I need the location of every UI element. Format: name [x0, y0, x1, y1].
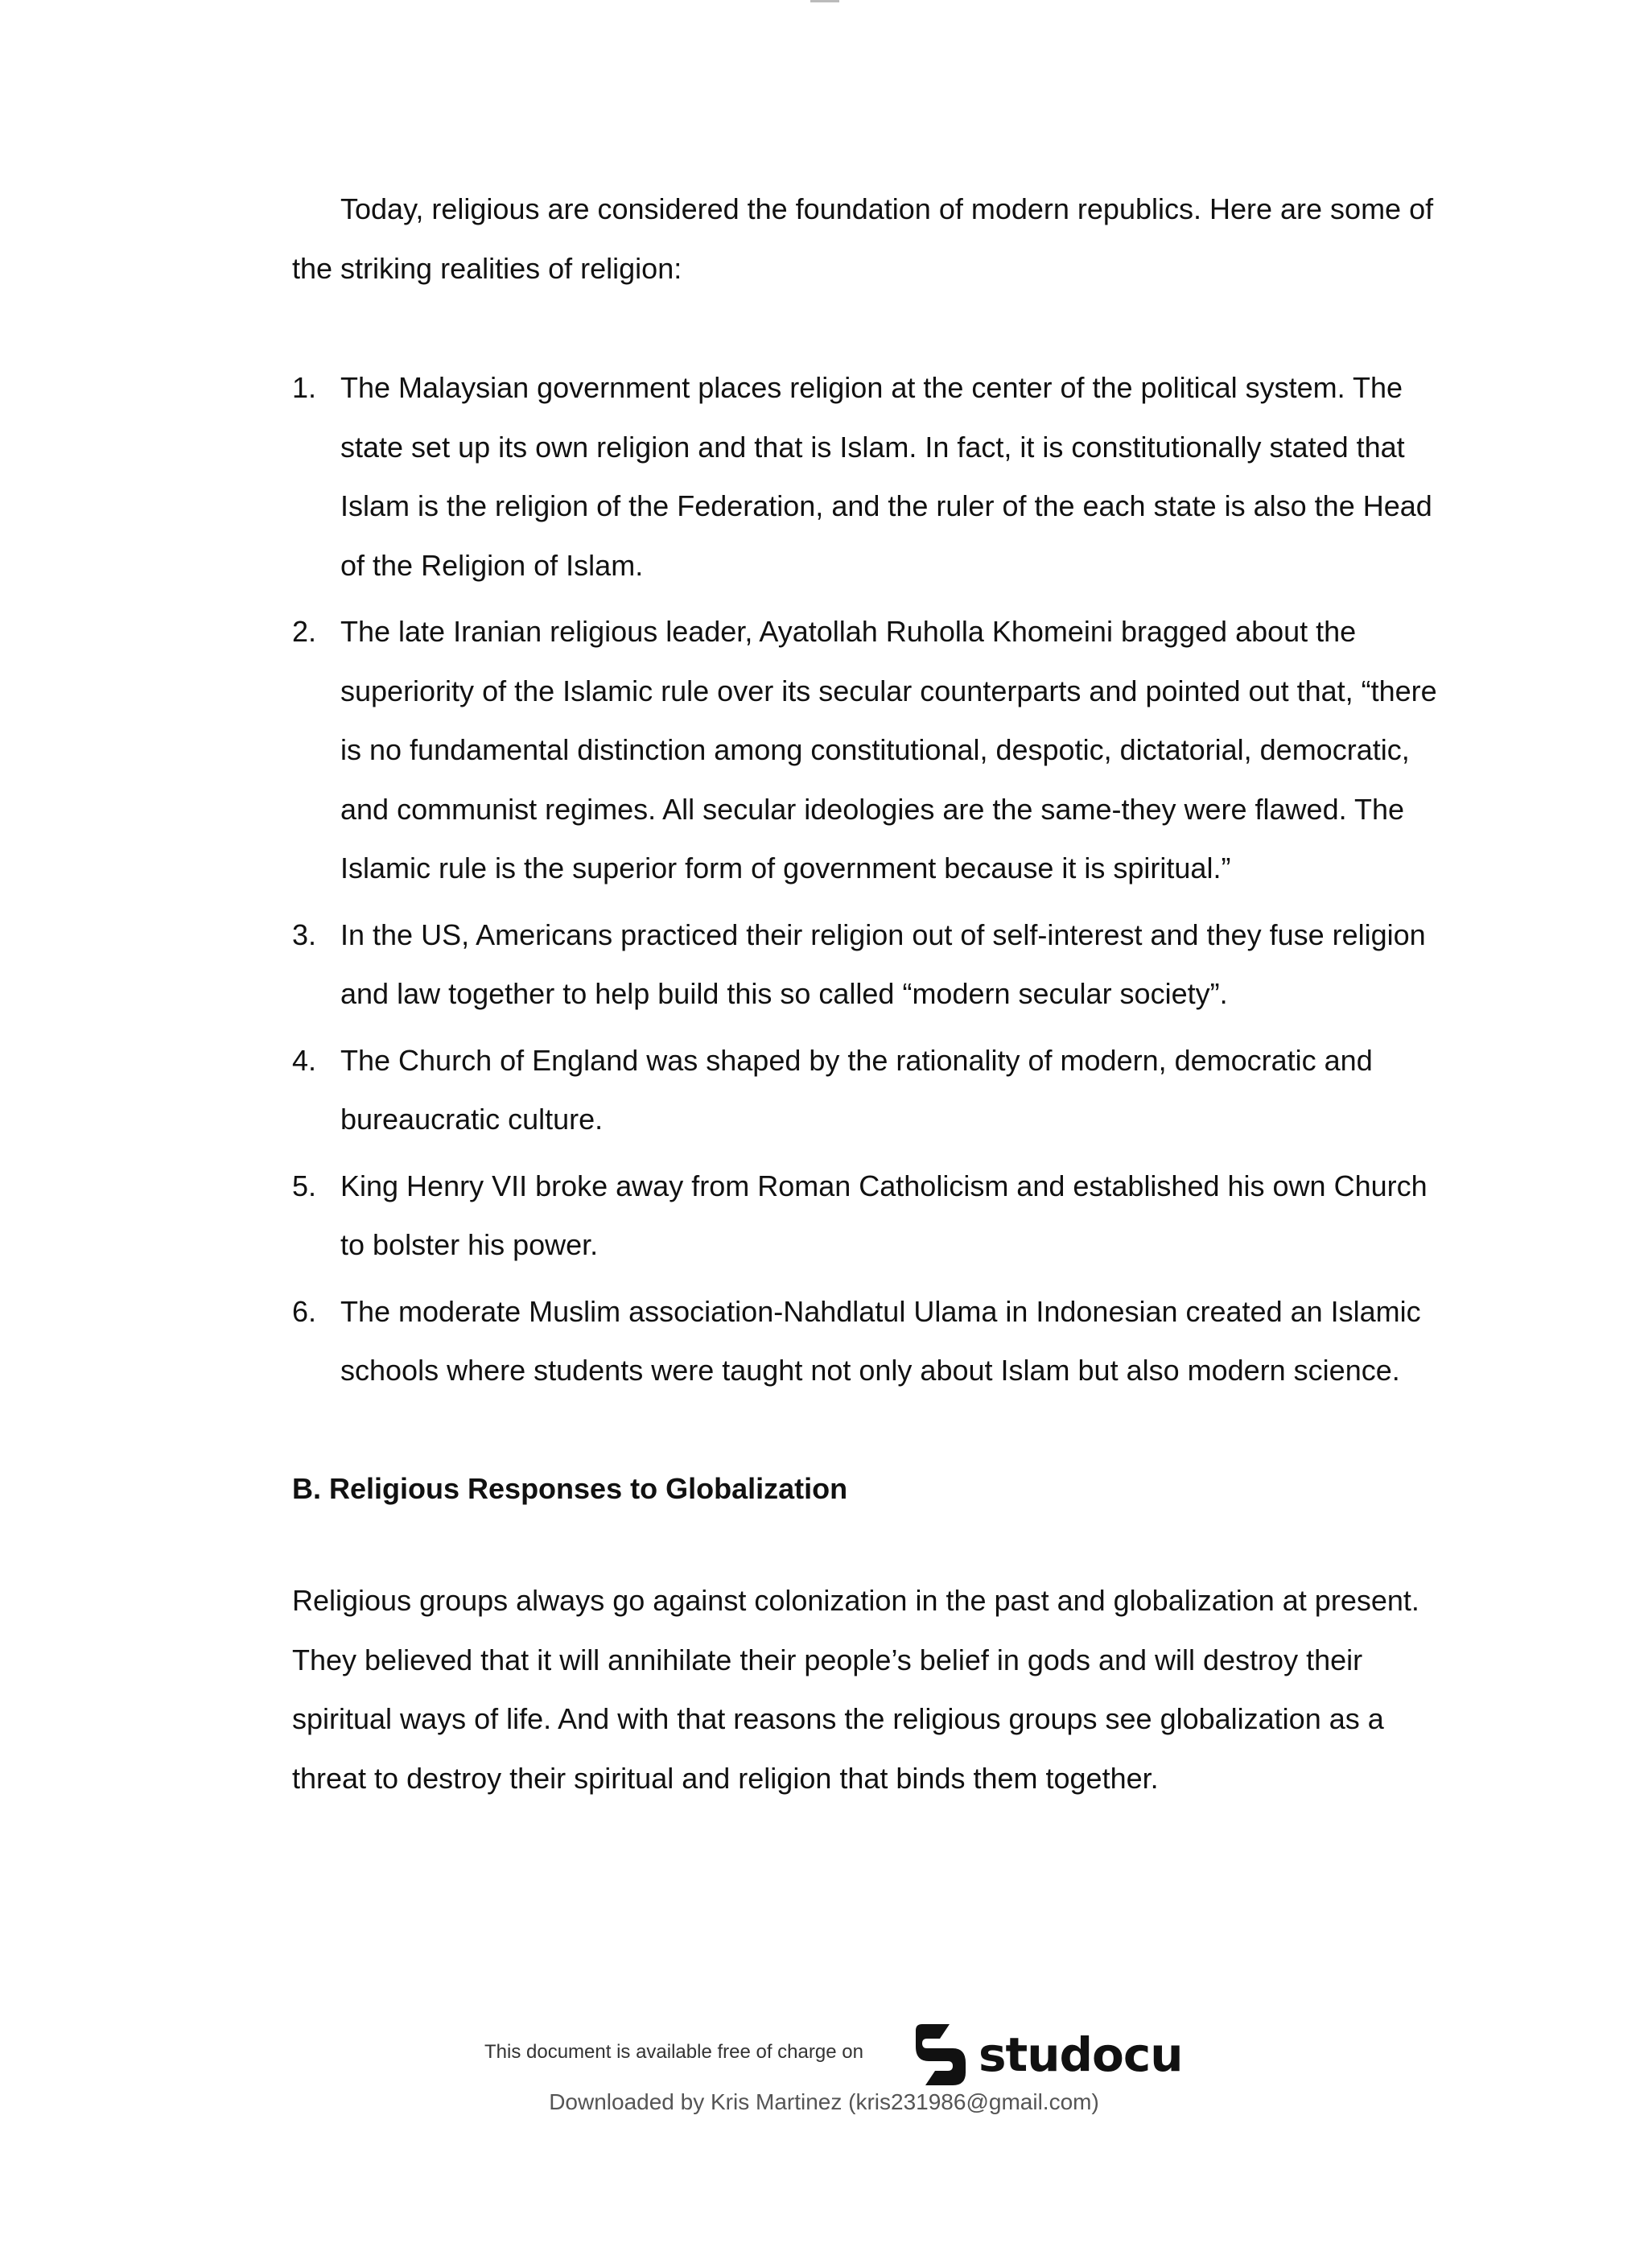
- document-body: [292, 179, 1443, 1808]
- page-top-mark: [810, 0, 839, 2]
- list-item-text: The Malaysian government places religion at the center of the political system. The state set up its own religion and that is Islam. In fact, it is constitutionally stated that Islam is the religion of the Federation, and the ruler of the each state is also the Head of the Religion of Islam.: [340, 371, 1432, 582]
- list-item: [292, 358, 1443, 595]
- intro-paragraph: Today, religious are considered the foundation of modern republics. Here are some of the striking realities of religion:: [292, 192, 1434, 285]
- list-item-number: 4.: [292, 1043, 317, 1077]
- list-item: [292, 602, 1443, 898]
- list-item: [292, 1031, 1443, 1149]
- list-item-text: The moderate Muslim association-Nahdlatul Ulama in Indonesian created an Islamic schools where students were taught not only about Islam but also modern science.: [340, 1294, 1421, 1387]
- downloaded-by-text: Downloaded by Kris Martinez (kris231986@gmail.com): [549, 2089, 1099, 2114]
- list-item: [292, 1157, 1443, 1275]
- studocu-logo-icon: [909, 2023, 970, 2087]
- list-item-number: 3.: [292, 918, 317, 951]
- section-heading: B. Religious Responses to Globalization: [292, 1471, 848, 1505]
- list-item-text: King Henry VII broke away from Roman Catholicism and established his own Church to bolster his power.: [340, 1169, 1428, 1261]
- list-item-text: The Church of England was shaped by the rationality of modern, democratic and bureaucratic culture.: [340, 1043, 1373, 1136]
- availability-text: This document is available free of charge on: [484, 2041, 863, 2063]
- list-item: [292, 1282, 1443, 1400]
- studocu-footer: [0, 2020, 1648, 2117]
- section-body-paragraph: Religious groups always go against colonization in the past and globalization at present. They believed that it will annihilate their people’s belief in gods and will destroy their spiritual ways of life. And with that reasons the religious groups see globalization as a threat to destroy their spiritual and religion that binds them together.: [292, 1584, 1419, 1795]
- list-item-text: The late Iranian religious leader, Ayatollah Ruholla Khomeini bragged about the superiority of the Islamic rule over its secular counterparts and pointed out that, “there is no fundamental distinction among constitutional, despotic, dictatorial, democratic, and communist regimes. All secular ideologies are the same-they were flawed. The Islamic rule is the superior form of government because it is spiritual.”: [340, 615, 1437, 885]
- list-item-text: In the US, Americans practiced their religion out of self-interest and they fuse religion and law together to help build this so called “modern secular society”.: [340, 918, 1426, 1010]
- realities-list: [292, 358, 1443, 1400]
- list-item-number: 1.: [292, 371, 317, 404]
- list-item-number: 5.: [292, 1169, 317, 1202]
- list-item-number: 6.: [292, 1294, 317, 1328]
- list-item-number: 2.: [292, 615, 317, 648]
- studocu-brand-name: studocu: [978, 2027, 1183, 2082]
- studocu-brand-link[interactable]: [909, 2020, 1183, 2089]
- list-item: [292, 905, 1443, 1024]
